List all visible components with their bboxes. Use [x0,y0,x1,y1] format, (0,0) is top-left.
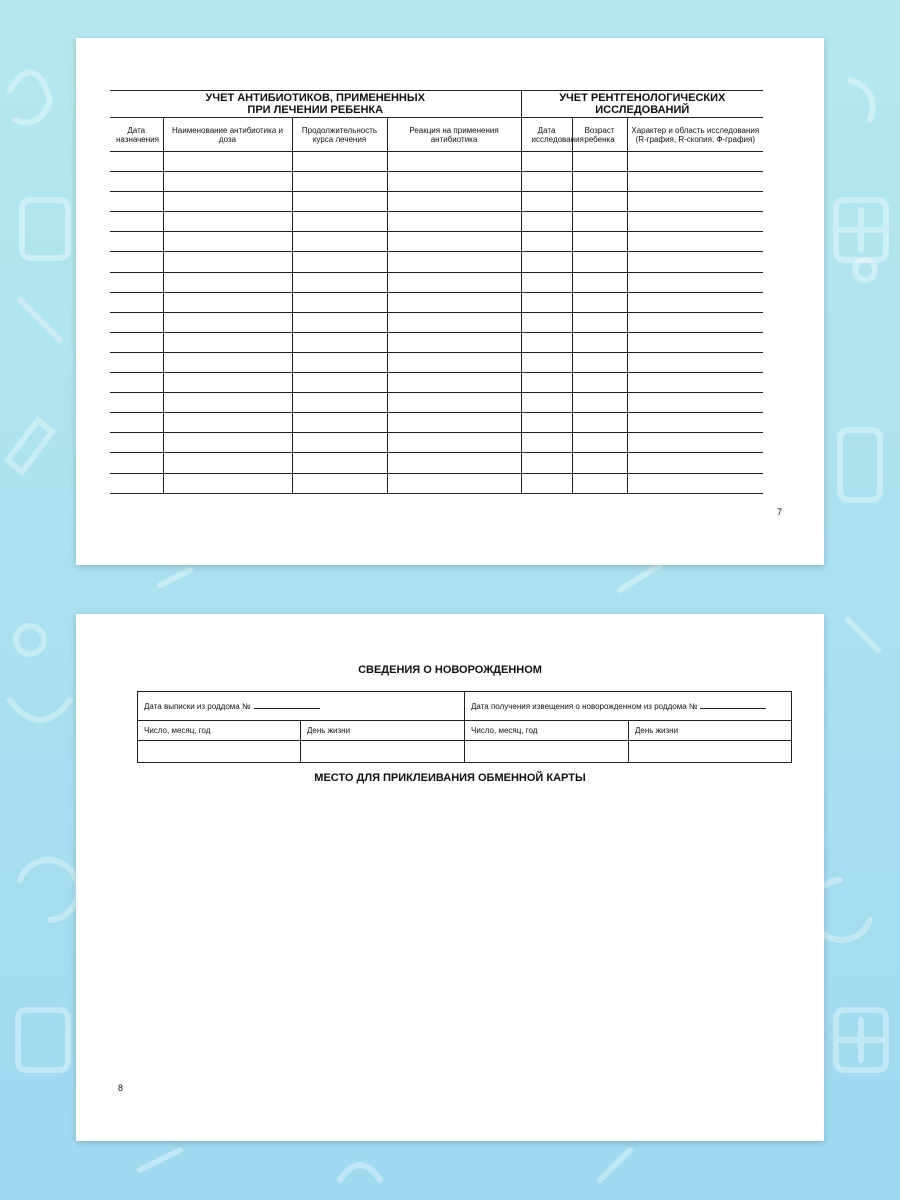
table-cell[interactable] [387,152,521,172]
table-row [110,192,763,212]
antibiotics-section-header: УЧЕТ АНТИБИОТИКОВ, ПРИМЕНЕННЫХ ПРИ ЛЕЧЕНИИ РЕБЕНКА [110,91,521,118]
table-cell[interactable] [387,332,521,352]
table-row [110,332,763,352]
table-row [110,413,763,433]
table-cell[interactable] [110,192,163,212]
table-cell[interactable] [387,393,521,413]
table-cell[interactable] [387,212,521,232]
notice-date-input-cell[interactable] [465,741,629,763]
table-cell[interactable] [627,252,763,272]
table-cell[interactable] [572,352,627,372]
table-cell[interactable] [627,393,763,413]
column-header-exam-type: Характер и область исследования (R-графия, R-скопия, Ф-графия) [627,118,763,152]
table-cell[interactable] [521,172,572,192]
table-cell[interactable] [627,232,763,252]
table-cell[interactable] [292,312,387,332]
table-cell[interactable] [163,433,292,453]
table-cell[interactable] [163,152,292,172]
table-row [110,352,763,372]
table-cell[interactable] [110,393,163,413]
table-cell[interactable] [163,172,292,192]
table-cell[interactable] [627,152,763,172]
table-cell[interactable] [163,212,292,232]
table-cell[interactable] [572,332,627,352]
table-cell[interactable] [521,473,572,493]
table-cell[interactable] [292,393,387,413]
table-cell[interactable] [521,453,572,473]
newborn-info-table [137,691,792,763]
table-cell[interactable] [163,252,292,272]
table-cell[interactable] [572,172,627,192]
xray-section-header: УЧЕТ РЕНТГЕНОЛОГИЧЕСКИХ ИССЛЕДОВАНИЙ [521,91,763,118]
table-cell[interactable] [163,413,292,433]
table-cell[interactable] [163,352,292,372]
discharge-day-of-life-input-cell[interactable] [301,741,465,763]
column-header-prescription-date: Дата назначения [110,118,163,152]
table-cell[interactable] [163,332,292,352]
table-row [110,212,763,232]
table-cell[interactable] [627,352,763,372]
table-row [110,252,763,272]
table-cell[interactable] [627,292,763,312]
table-cell[interactable] [163,232,292,252]
table-cell[interactable] [572,152,627,172]
table-cell[interactable] [110,413,163,433]
table-cell[interactable] [292,172,387,192]
table-cell[interactable] [521,272,572,292]
table-cell[interactable] [292,232,387,252]
table-cell[interactable] [292,212,387,232]
table-cell[interactable] [572,453,627,473]
table-cell[interactable] [572,312,627,332]
notice-date-sublabel: Число, месяц, год [465,721,629,741]
table-cell[interactable] [292,252,387,272]
column-header-antibiotic-name: Наименование антибиотика и доза [163,118,292,152]
table-cell[interactable] [572,192,627,212]
table-cell[interactable] [627,413,763,433]
table-row [110,312,763,332]
table-row [110,272,763,292]
table-cell[interactable] [521,152,572,172]
table-cell[interactable] [292,453,387,473]
table-cell[interactable] [572,473,627,493]
table-row [110,152,763,172]
table-cell[interactable] [521,352,572,372]
table-cell[interactable] [387,292,521,312]
table-cell[interactable] [572,292,627,312]
discharge-date-sublabel: Число, месяц, год [138,721,301,741]
newborn-info-title: СВЕДЕНИЯ О НОВОРОЖДЕННОМ [358,664,542,676]
table-cell[interactable] [521,332,572,352]
table-cell[interactable] [292,473,387,493]
table-cell[interactable] [110,332,163,352]
table-cell[interactable] [292,152,387,172]
table-cell[interactable] [387,453,521,473]
table-cell[interactable] [387,272,521,292]
table-cell[interactable] [387,352,521,372]
table-row [110,433,763,453]
table-cell[interactable] [627,453,763,473]
notice-date-field[interactable] [465,692,792,721]
table-cell[interactable] [110,252,163,272]
table-cell[interactable] [521,373,572,393]
table-cell[interactable] [110,172,163,192]
table-cell[interactable] [572,252,627,272]
antibiotics-xray-table [110,90,763,494]
table-cell[interactable] [110,473,163,493]
table-cell[interactable] [572,232,627,252]
page-7 [76,38,824,565]
table-cell[interactable] [110,453,163,473]
table-row [110,393,763,413]
table-cell[interactable] [572,272,627,292]
table-cell[interactable] [521,192,572,212]
table-cell[interactable] [521,252,572,272]
column-header-exam-date: Дата исследования [521,118,572,152]
table-cell[interactable] [572,433,627,453]
table-cell[interactable] [627,332,763,352]
table-row [110,172,763,192]
table-cell[interactable] [627,272,763,292]
table-cell[interactable] [627,312,763,332]
table-cell[interactable] [163,292,292,312]
table-cell[interactable] [163,272,292,292]
table-cell[interactable] [110,152,163,172]
table-row [110,292,763,312]
table-cell[interactable] [572,413,627,433]
table-cell[interactable] [163,393,292,413]
table-cell[interactable] [572,373,627,393]
table-row [110,373,763,393]
table-cell[interactable] [627,373,763,393]
table-cell[interactable] [110,352,163,372]
page-number: 8 [118,1083,124,1093]
table-cell[interactable] [521,312,572,332]
table-cell[interactable] [387,473,521,493]
notice-number-line[interactable] [700,702,766,709]
table-cell[interactable] [387,232,521,252]
table-row [110,232,763,252]
table-cell[interactable] [292,332,387,352]
table-cell[interactable] [163,373,292,393]
table-cell[interactable] [387,433,521,453]
notice-date-label: Дата получения извещения о новорожденном из роддома № [471,701,698,711]
table-cell[interactable] [163,473,292,493]
table-cell[interactable] [110,232,163,252]
table-cell[interactable] [387,192,521,212]
column-header-reaction: Реакция на применения антибиотика [387,118,521,152]
notice-day-of-life-sublabel: День жизни [629,721,792,741]
table-cell[interactable] [627,212,763,232]
table-cell[interactable] [627,172,763,192]
table-cell[interactable] [387,413,521,433]
table-cell[interactable] [110,433,163,453]
table-cell[interactable] [387,252,521,272]
notice-day-of-life-input-cell[interactable] [629,741,792,763]
table-cell[interactable] [387,373,521,393]
table-cell[interactable] [521,413,572,433]
table-row [110,453,763,473]
column-header-course-duration: Продолжительность курса лечения [292,118,387,152]
page-number: 7 [777,507,783,517]
discharge-date-field[interactable] [138,692,465,721]
table-cell[interactable] [521,212,572,232]
table-cell[interactable] [521,433,572,453]
page-8 [76,614,824,1141]
table-cell[interactable] [627,473,763,493]
table-cell[interactable] [292,352,387,372]
table-cell[interactable] [292,292,387,312]
table-cell[interactable] [110,312,163,332]
table-cell[interactable] [387,172,521,192]
table-cell[interactable] [292,272,387,292]
table-cell[interactable] [521,232,572,252]
discharge-number-line[interactable] [254,702,320,709]
table-cell[interactable] [387,312,521,332]
column-header-child-age: Возраст ребенка [572,118,627,152]
table-cell[interactable] [572,212,627,232]
table-cell[interactable] [627,192,763,212]
table-cell[interactable] [110,373,163,393]
table-cell[interactable] [572,393,627,413]
table-cell[interactable] [292,373,387,393]
table-cell[interactable] [163,312,292,332]
table-cell[interactable] [292,192,387,212]
discharge-day-of-life-sublabel: День жизни [301,721,465,741]
table-cell[interactable] [292,433,387,453]
table-cell[interactable] [521,393,572,413]
table-cell[interactable] [110,292,163,312]
table-cell[interactable] [163,453,292,473]
table-cell[interactable] [110,272,163,292]
table-cell[interactable] [627,433,763,453]
table-cell[interactable] [110,212,163,232]
table-cell[interactable] [292,413,387,433]
table-row [110,473,763,493]
table-cell[interactable] [163,192,292,212]
discharge-date-input-cell[interactable] [138,741,301,763]
table-cell[interactable] [521,292,572,312]
exchange-card-sticker-area-title: МЕСТО ДЛЯ ПРИКЛЕИВАНИЯ ОБМЕННОЙ КАРТЫ [314,772,586,784]
discharge-date-label: Дата выписки из роддома № [144,701,251,711]
